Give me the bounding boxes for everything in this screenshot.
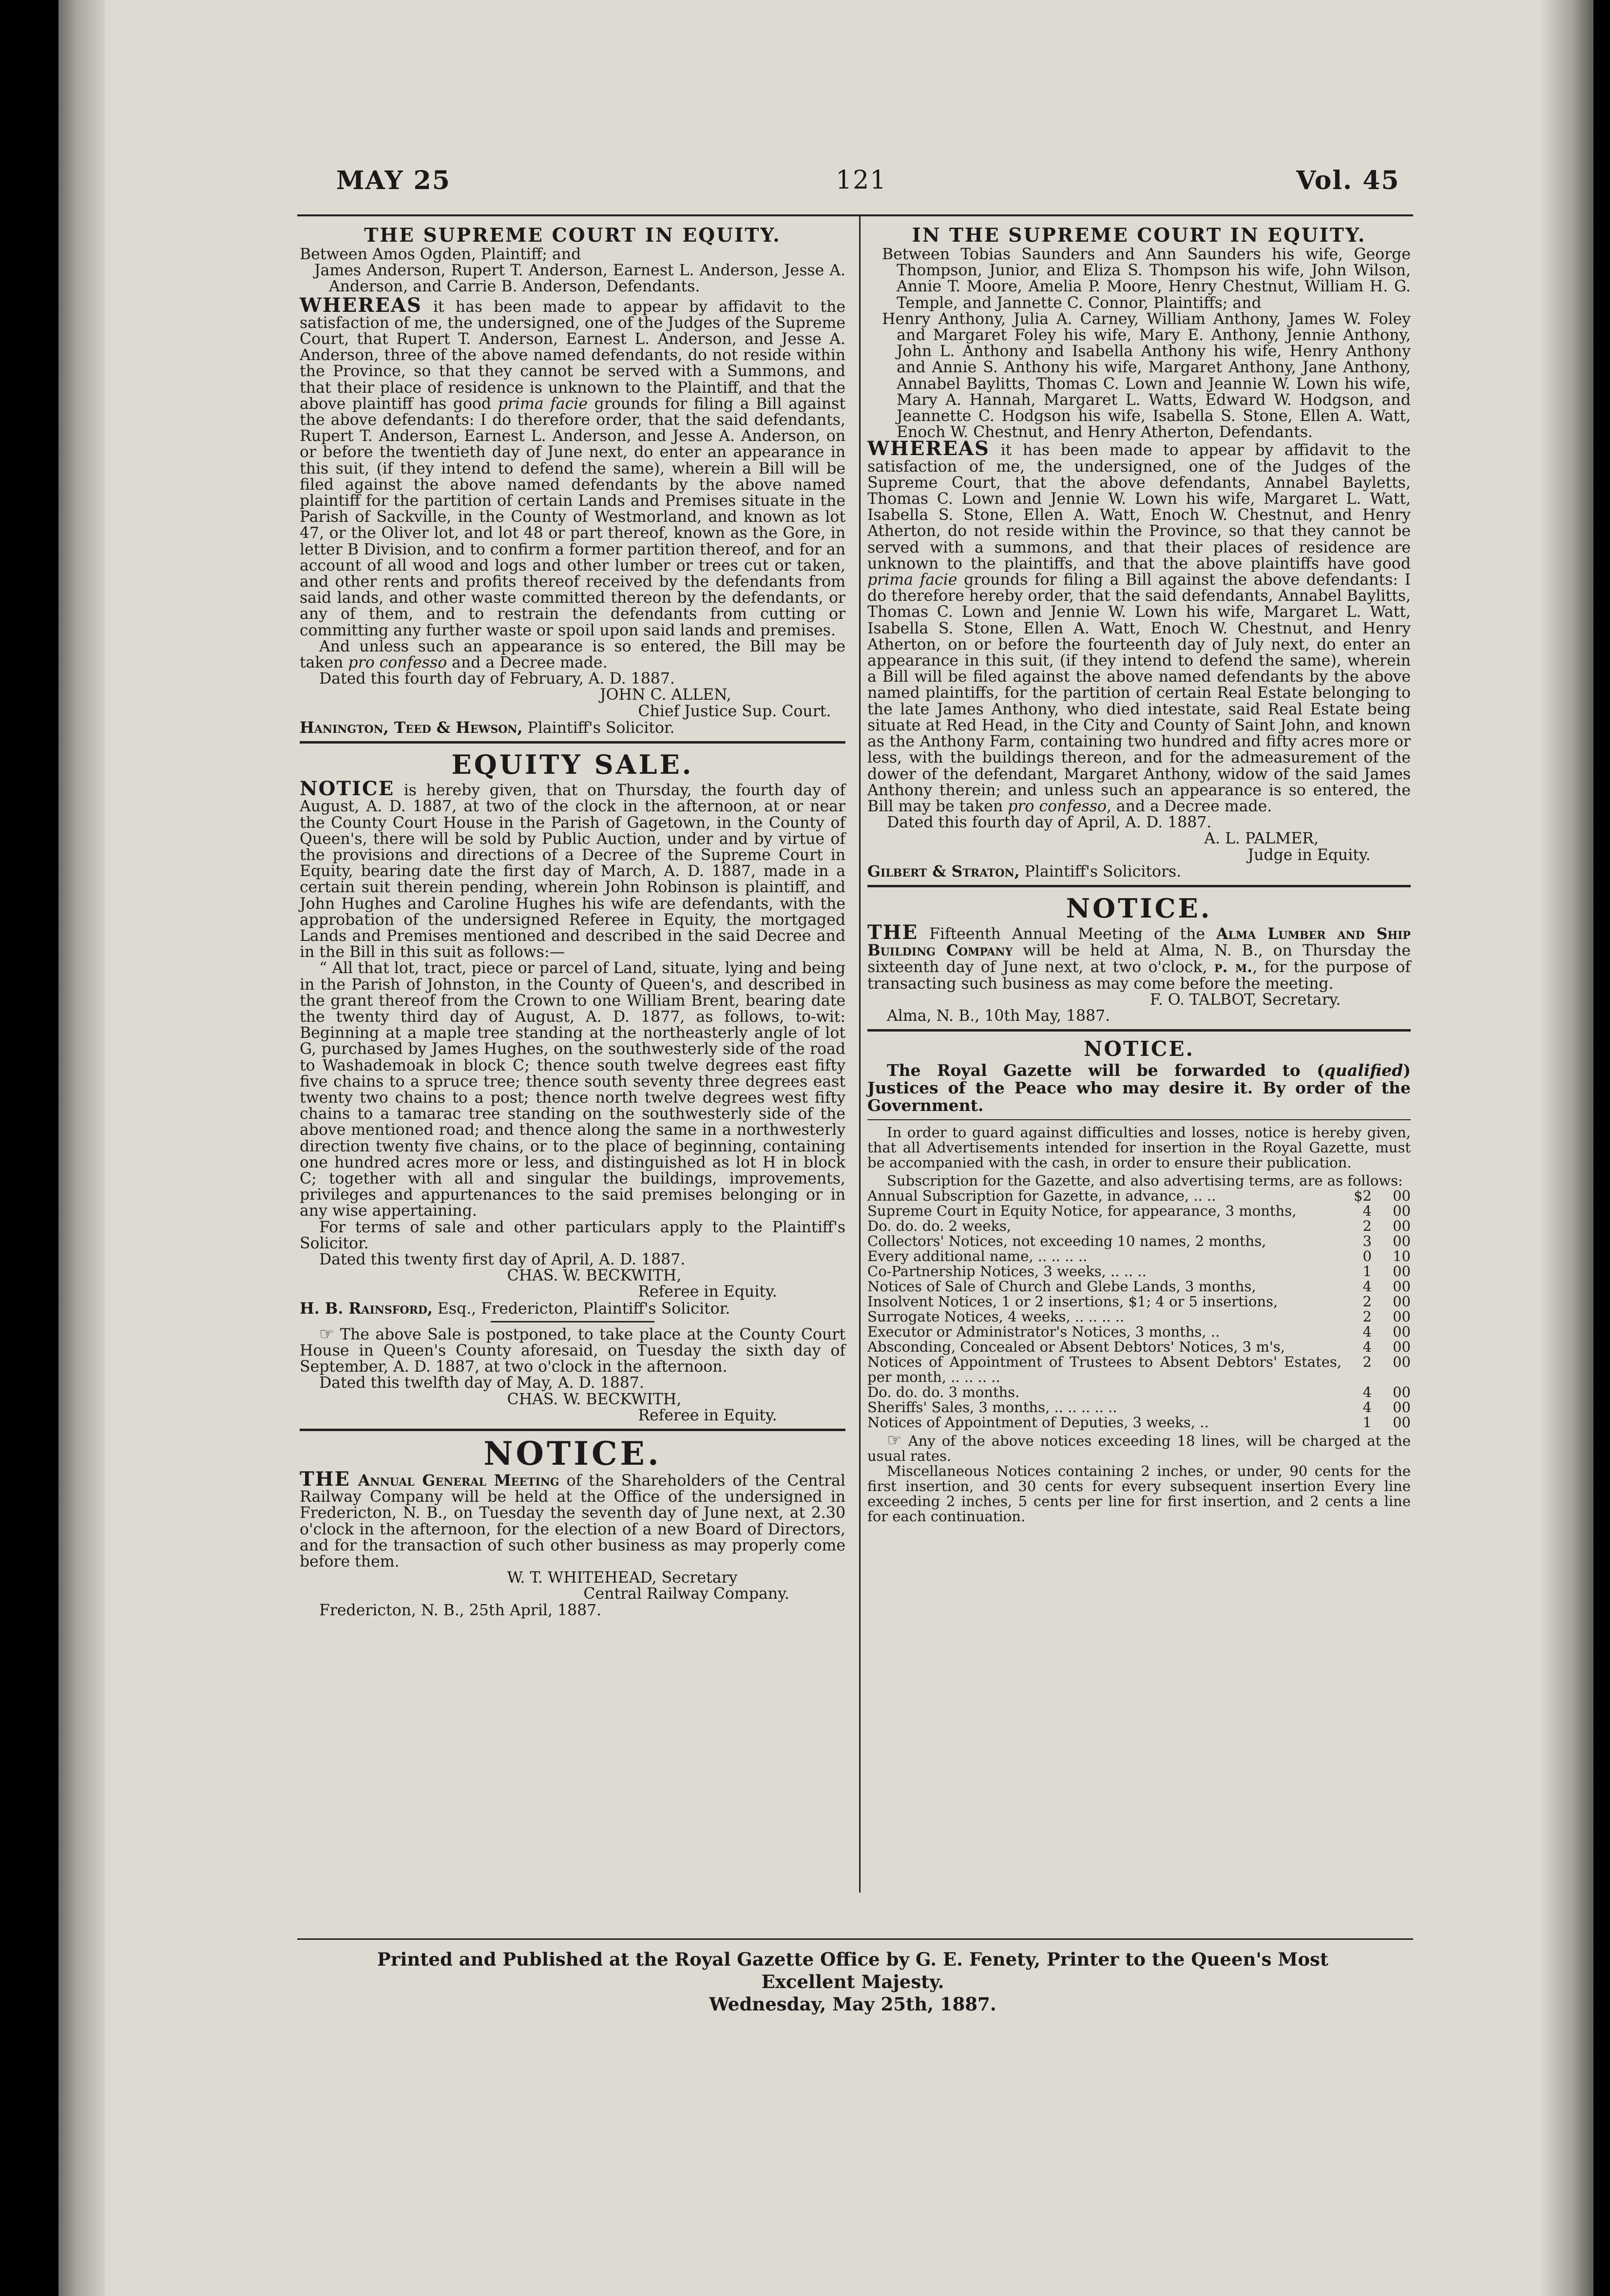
header-page-number: 121 bbox=[836, 166, 887, 195]
notice-saunders-pro-confesso: pro confesso bbox=[1008, 797, 1107, 815]
right-column bbox=[867, 224, 1411, 1524]
rate-dollars: 4 bbox=[1362, 1399, 1372, 1416]
rates-row bbox=[867, 1400, 1411, 1415]
rates-row bbox=[867, 1309, 1411, 1324]
header-rule bbox=[297, 214, 1413, 216]
rate-label: Executor or Administrator's Notices, 3 months, .. bbox=[867, 1323, 1220, 1340]
notice-saunders-whereas: WHEREAS bbox=[867, 437, 990, 460]
notice-saunders-body-3: , and a Decree made. bbox=[1106, 797, 1272, 815]
rates-row bbox=[867, 1264, 1411, 1279]
rate-cents: 00 bbox=[1393, 1218, 1411, 1235]
notice-anderson-dated: Dated this fourth day of February, A. D. 1887. bbox=[319, 670, 675, 688]
rate-cents: 00 bbox=[1393, 1414, 1411, 1431]
rate-label: Every additional name, .. .. .. .. bbox=[867, 1248, 1088, 1265]
notice-alma-lumber-place-date: Alma, N. B., 10th May, 1887. bbox=[887, 1007, 1111, 1025]
rates-row bbox=[867, 1355, 1411, 1385]
notice-saunders bbox=[867, 224, 1411, 880]
notice-gazette-terms-lead-2: ) Justices of the Peace who may desire it. By order of the Government. bbox=[867, 1061, 1411, 1115]
left-short-rule bbox=[491, 1321, 654, 1322]
notice-anderson-body-2: grounds for filing a Bill against the above defendants: I do therefore order, that the said defendants, Rupert T. Anderson, Earnest L. Anderson, and Jesse A. Anderson, on or before the twentieth day of June next, do enter an appearance in this suit, (if they intend to defend the same), wherein a Bill will be filed against the above named defendants by the above named plaintiff for the partition of certain Lands and Premises situate in the Parish of Sackville, in the County of Westmorland, and known as lot 47, or the Oliver lot, and lot 48 or part thereof, known as the Gore, in letter B Division, and to confirm a former partition thereof, and for an account of all wood and logs and other lumber or trees cut or taken, and other rents and profits thereof received by the defendants from said lands, and other waste committed thereon by the defendants, or any of them, and to restrain the defendants from cutting or committing any further waste or spoil upon said lands and premises. bbox=[300, 395, 845, 639]
notice-saunders-title: IN THE SUPREME COURT IN EQUITY. bbox=[912, 224, 1366, 247]
rate-label: Sheriffs' Sales, 3 months, .. .. .. .. .. bbox=[867, 1399, 1117, 1416]
rate-dollars: 3 bbox=[1362, 1233, 1372, 1250]
rates-row bbox=[867, 1415, 1411, 1430]
notice-anderson-solicitor-firm: Hanington, Teed & Hewson, bbox=[300, 718, 523, 737]
pointing-hand-icon: ☞ bbox=[319, 1324, 334, 1344]
notice-saunders-body: it has been made to appear by affidavit to the satisfaction of me, the undersigned, one of the Judges of the Supreme Court, that the above defendants, Annabel Bayletts, Thomas C. Lown and Jennie W. Lown his wife, Margaret L. Watt, Isabella S. Stone, Ellen A. Watt, Enoch W. Chestnut, and Henry Atherton, do not reside within the Province, so that they cannot be served with a summons, and that their places of residence are unknown to the plaintiffs, and that the above plaintiffs have good bbox=[867, 441, 1411, 573]
rate-cents: 00 bbox=[1393, 1278, 1411, 1295]
rate-cents: 00 bbox=[1393, 1323, 1411, 1340]
rate-dollars: 2 bbox=[1362, 1354, 1372, 1371]
notice-equity-sale-postponed: The above Sale is postponed, to take place at the County Court House in Queen's County aforesaid, on Tuesday the sixth day of September, A. D. 1887, at two o'clock in the afternoon. bbox=[300, 1325, 845, 1376]
notice-gazette-terms-lead-1: The Royal Gazette will be forwarded to ( bbox=[887, 1061, 1324, 1080]
notice-central-railway-place-date: Fredericton, N. B., 25th April, 1887. bbox=[319, 1601, 602, 1619]
notice-central-railway-title: NOTICE. bbox=[483, 1435, 662, 1473]
left-separator-1 bbox=[300, 741, 845, 744]
left-column bbox=[300, 224, 845, 1619]
rate-dollars: 2 bbox=[1362, 1308, 1372, 1325]
notice-equity-sale-solicitor-rest: Esq., Fredericton, Plaintiff's Solicitor. bbox=[432, 1300, 730, 1318]
notice-gazette-terms-guard: In order to guard against difficulties and losses, notice is hereby given, that all Advertisements intended for insertion in the Royal Gazette, must be accompanied with the cash, in order to ensure their publication. bbox=[867, 1124, 1411, 1171]
notice-equity-sale-terms: For terms of sale and other particulars apply to the Plaintiff's Solicitor. bbox=[300, 1218, 845, 1252]
notice-central-railway-signature-name: W. T. WHITEHEAD, Secretary bbox=[507, 1569, 738, 1587]
rate-label: Surrogate Notices, 4 weeks, .. .. .. .. bbox=[867, 1308, 1125, 1325]
notice-central-railway-agm: Annual General Meeting bbox=[350, 1472, 559, 1490]
rate-dollars: 4 bbox=[1362, 1384, 1372, 1401]
rate-cents: 00 bbox=[1393, 1233, 1411, 1250]
rate-label: Absconding, Concealed or Absent Debtors' Notices, 3 m's, bbox=[867, 1339, 1285, 1356]
notice-alma-lumber-body-3: , for the purpose of transacting such business as may come before the meeting. bbox=[867, 958, 1411, 993]
pointing-hand-icon: ☞ bbox=[887, 1431, 902, 1451]
rate-cents: 00 bbox=[1393, 1263, 1411, 1280]
notice-equity-sale bbox=[300, 748, 845, 1424]
rate-dollars: 4 bbox=[1362, 1203, 1372, 1220]
notice-equity-sale-description: “ All that lot, tract, piece or parcel of Land, situate, lying and being in the Parish of Johnston, in the County of Queen's, and described in the grant thereof from the Crown to one William Brent, bearing date the twenty third day of August, A. D. 1877, as follows, to-wit: Beginning at a maple tree standing at the northeasterly angle of lot G, purchased by James Hughes, on the southwesterly side of the road to Washademoak in block C; thence south twelve degrees east fifty five chains to a spruce tree; thence south seventy three degrees east twenty two chains to a post; thence north twelve degrees west fifty chains to a tamarac tree standing on the southwesterly side of the above mentioned road; and thence along the same in a northwesterly direction twenty five chains, or to the place of beginning, containing one hundred acres more or less, and distinguished as lot H in block C; together with all and singular the buildings, improvements, privileges and appurtenances to the said premises belonging or in any wise appertaining. bbox=[300, 959, 845, 1220]
notice-alma-lumber-signature: F. O. TALBOT, Secretary. bbox=[1150, 991, 1341, 1009]
rate-dollars: 1 bbox=[1362, 1263, 1372, 1280]
notice-anderson-parties-plaintiff: Between Amos Ogden, Plaintiff; and bbox=[300, 246, 581, 263]
notice-saunders-signature-name: A. L. PALMER, bbox=[1204, 830, 1319, 848]
left-separator-2 bbox=[300, 1429, 845, 1431]
imprint-line-1: Printed and Published at the Royal Gazette Office by G. E. Fenety, Printer to the Queen's Most Excellent Majesty. bbox=[377, 1949, 1328, 1992]
rate-label: Collectors' Notices, not exceeding 10 names, 2 months, bbox=[867, 1233, 1266, 1250]
notice-saunders-dated: Dated this fourth day of April, A. D. 1887. bbox=[887, 814, 1212, 832]
notice-alma-lumber-title: NOTICE. bbox=[1066, 892, 1212, 924]
notice-equity-sale-body: is hereby given, that on Thursday, the fourth day of August, A. D. 1887, at two of the clock in the afternoon, at or near the County Court House in the Parish of Gagetown, in the County of Queen's, there will be sold by Public Auction, under and by virtue of the provisions and directions of a Decree of the Supreme Court in Equity, bearing date the first day of March, A. D. 1887, made in a certain suit therein pending, wherein John Robinson is plaintiff, and John Hughes and Caroline Hughes his wife are defendants, with the approbation of the undersigned Referee in Equity, the mortgaged Lands and Premises mentioned and described in the said Decree and in the Bill in this suit as follows:— bbox=[300, 782, 845, 961]
notice-equity-sale-signature-name: CHAS. W. BECKWITH, bbox=[507, 1267, 682, 1285]
page-binding-shadow bbox=[58, 0, 105, 2296]
rate-dollars: 4 bbox=[1362, 1323, 1372, 1340]
notice-alma-lumber-company: Alma Lumber and Ship Building Company bbox=[867, 924, 1411, 960]
right-separator-2 bbox=[867, 1029, 1411, 1032]
rate-cents: 00 bbox=[1393, 1308, 1411, 1325]
rate-label: Do. do. do. 3 months. bbox=[867, 1384, 1020, 1401]
notice-alma-lumber bbox=[867, 892, 1411, 1024]
rates-row bbox=[867, 1385, 1411, 1400]
rate-dollars: $2 bbox=[1354, 1187, 1372, 1205]
notice-equity-sale-signature-2-title: Referee in Equity. bbox=[638, 1406, 777, 1424]
rate-label: Supreme Court in Equity Notice, for appearance, 3 months, bbox=[867, 1203, 1297, 1220]
notice-equity-sale-lead: NOTICE bbox=[300, 777, 395, 801]
notice-central-railway-signature-title: Central Railway Company. bbox=[583, 1585, 789, 1603]
notice-gazette-terms-qualified: qualified bbox=[1324, 1061, 1403, 1080]
notice-saunders-parties-defendants: Henry Anthony, Julia A. Carney, William Anthony, James W. Foley and Margaret Foley his wife, Mary E. Anthony, Jennie Anthony, John L. Anthony and Isabella Anthony his wife, Henry Anthony and Annie S. Anthony his wife, Margaret Anthony, Jane Anthony, Annabel Baylitts, Thomas C. Lown and Jeannie W. Lown his wife, Mary A. Hannah, Margaret L. Watts, Edward W. Hodgson, and Jeannette C. Hodgson his wife, Isabella S. Stone, Ellen A. Watt, Enoch W. Chestnut, and Henry Atherton, Defendants. bbox=[882, 310, 1411, 441]
notice-saunders-signature-title: Judge in Equity. bbox=[1247, 846, 1371, 864]
rates-row bbox=[867, 1324, 1411, 1339]
notice-equity-sale-dated: Dated this twenty first day of April, A. D. 1887. bbox=[319, 1250, 686, 1268]
rate-label: Notices of Sale of Church and Glebe Lands, 3 months, bbox=[867, 1278, 1256, 1295]
notice-alma-lumber-body-1: Fifteenth Annual Meeting of the bbox=[918, 925, 1216, 943]
notice-saunders-parties-plaintiffs: Between Tobias Saunders and Ann Saunders his wife, George Thompson, Junior, and Eliza S. Thompson his wife, John Wilson, Annie T. Moore, Amelia P. Moore, Henry Chestnut, William H. G. Temple, and Jannette C. Connor, Plaintiffs; and bbox=[882, 246, 1411, 312]
rates-row bbox=[867, 1294, 1411, 1309]
header-volume: Vol. 45 bbox=[1296, 166, 1400, 195]
imprint-line-2: Wednesday, May 25th, 1887. bbox=[709, 1993, 997, 2015]
notice-anderson-signature-name: JOHN C. ALLEN, bbox=[600, 686, 731, 704]
rates-row bbox=[867, 1234, 1411, 1249]
rates-table bbox=[867, 1188, 1411, 1430]
rate-cents: 00 bbox=[1393, 1203, 1411, 1220]
rates-row bbox=[867, 1339, 1411, 1355]
rate-label: Co-Partnership Notices, 3 weeks, .. .. .. bbox=[867, 1263, 1147, 1280]
notice-anderson-title: THE SUPREME COURT IN EQUITY. bbox=[364, 224, 781, 247]
notice-anderson-parties-defendants: James Anderson, Rupert T. Anderson, Earnest L. Anderson, Jesse A. Anderson, and Carrie B. Anderson, Defendants. bbox=[314, 262, 845, 296]
rates-row bbox=[867, 1204, 1411, 1219]
notice-gazette-terms-title: NOTICE. bbox=[1084, 1037, 1194, 1061]
notice-central-railway bbox=[300, 1436, 845, 1619]
notice-anderson-unless-2: and a Decree made. bbox=[447, 654, 608, 672]
rate-cents: 00 bbox=[1393, 1187, 1411, 1205]
rate-dollars: 1 bbox=[1362, 1414, 1372, 1431]
rate-dollars: 4 bbox=[1362, 1278, 1372, 1295]
rate-cents: 00 bbox=[1393, 1339, 1411, 1356]
page-edge-shadow bbox=[1540, 0, 1593, 2296]
notice-saunders-prima-facie: prima facie bbox=[867, 571, 958, 589]
notice-gazette-terms-exceeding: Any of the above notices exceeding 18 lines, will be charged at the usual rates. bbox=[867, 1433, 1411, 1465]
notice-anderson bbox=[300, 224, 845, 736]
notice-central-railway-lead: THE bbox=[300, 1468, 351, 1491]
notice-anderson-pro-confesso: pro confesso bbox=[348, 654, 447, 672]
right-separator-1 bbox=[867, 885, 1411, 887]
rate-dollars: 2 bbox=[1362, 1293, 1372, 1310]
rate-label: Notices of Appointment of Deputies, 3 weeks, .. bbox=[867, 1414, 1209, 1431]
rate-label: Insolvent Notices, 1 or 2 insertions, $1; 4 or 5 insertions, bbox=[867, 1293, 1278, 1310]
notice-equity-sale-title: EQUITY SALE. bbox=[451, 749, 694, 781]
notice-gazette-terms bbox=[867, 1036, 1411, 1524]
notice-alma-lumber-pm: p. m. bbox=[1214, 958, 1253, 976]
notice-saunders-body-2: grounds for filing a Bill against the above defendants: I do therefore hereby order, that the said defendants, Annabel Baylitts, Thomas C. Lown and Jennie W. Lown his wife, Margaret L. Watt, Isabella S. Stone, Ellen A. Watt, Enoch W. Chestnut, and Henry Atherton, on or before the fourteenth day of July next, do enter an appearance in this suit, (if they intend to defend the same), wherein a Bill will be filed against the above named defendants by the above named plaintiffs, for the partition of certain Real Estate belonging to the late James Anthony, who died intestate, said Real Estate being situate at Red Head, in the City and County of Saint John, and known as the Anthony Farm, containing two hundred and fifty acres more or less, with the buildings thereon, and for the admeasurement of the dower of the defendant, Margaret Anthony, widow of the said James Anthony therein; and unless such an appearance is so entered, the Bill may be taken bbox=[867, 571, 1411, 815]
rate-label: Notices of Appointment of Trustees to Absent Debtors' Estates, per month, .. .. .. .. bbox=[867, 1354, 1342, 1386]
rates-row bbox=[867, 1249, 1411, 1264]
notice-anderson-unless: And unless such an appearance is so entered, the Bill may be taken bbox=[300, 637, 845, 672]
rate-dollars: 0 bbox=[1362, 1248, 1372, 1265]
notice-anderson-prima-facie: prima facie bbox=[498, 395, 588, 413]
notice-equity-sale-solicitor-name: H. B. Rainsford, bbox=[300, 1299, 433, 1318]
rate-dollars: 4 bbox=[1362, 1339, 1372, 1356]
notice-saunders-solicitor-role: Plaintiff's Solicitors. bbox=[1019, 862, 1182, 880]
header-date: MAY 25 bbox=[336, 166, 451, 195]
rate-cents: 00 bbox=[1393, 1354, 1411, 1371]
rate-label: Annual Subscription for Gazette, in advance, .. .. bbox=[867, 1187, 1216, 1205]
notice-anderson-signature-title: Chief Justice Sup. Court. bbox=[638, 702, 831, 720]
rates-row bbox=[867, 1188, 1411, 1204]
footer-rule bbox=[297, 1938, 1413, 1940]
rates-row bbox=[867, 1219, 1411, 1234]
notice-equity-sale-signature-2-name: CHAS. W. BECKWITH, bbox=[507, 1390, 682, 1408]
notice-anderson-body: it has been made to appear by affidavit to the satisfaction of me, the undersigned, one of the Judges of the Supreme Court, that Rupert T. Anderson, Earnest L. Anderson, and Jesse A. Anderson, three of the above named defendants, do not reside within the Province, so that they cannot be served with a Summons, and that their place of residence is unknown to the Plaintiff, and that the above plaintiff has good bbox=[300, 298, 845, 413]
notice-saunders-solicitor-firm: Gilbert & Straton, bbox=[867, 862, 1020, 880]
notice-anderson-whereas: WHEREAS bbox=[300, 293, 422, 317]
rate-cents: 00 bbox=[1393, 1399, 1411, 1416]
rates-row bbox=[867, 1279, 1411, 1294]
column-rule bbox=[859, 216, 861, 1893]
right-thin-rule bbox=[867, 1119, 1411, 1120]
notice-equity-sale-dated-2: Dated this twelfth day of May, A. D. 1887. bbox=[319, 1374, 644, 1392]
notice-equity-sale-signature-title: Referee in Equity. bbox=[638, 1283, 777, 1301]
rate-cents: 00 bbox=[1393, 1384, 1411, 1401]
rate-label: Do. do. do. 2 weeks, bbox=[867, 1218, 1012, 1235]
rate-cents: 00 bbox=[1393, 1293, 1411, 1310]
rate-cents: 10 bbox=[1393, 1248, 1411, 1265]
rate-dollars: 2 bbox=[1362, 1218, 1372, 1235]
imprint bbox=[341, 1948, 1364, 2015]
notice-gazette-terms-misc: Miscellaneous Notices containing 2 inches, or under, 90 cents for the first insertion, and 30 cents for every subsequent insertion Every line exceeding 2 inches, 5 cents per line for first insertion, and 2 cents a line for each continuation. bbox=[867, 1463, 1411, 1525]
notice-gazette-terms-subscription: Subscription for the Gazette, and also advertising terms, are as follows: bbox=[887, 1172, 1403, 1189]
notice-central-railway-body: of the Shareholders of the Central Railway Company will be held at the Office of the undersigned in Fredericton, N. B., on Tuesday the seventh day of June next, at 2.30 o'clock in the afternoon, for the election of a new Board of Directors, and for the transaction of such other business as may properly come before them. bbox=[300, 1472, 845, 1571]
notice-anderson-solicitor-role: Plaintiff's Solicitor. bbox=[522, 719, 675, 737]
notice-alma-lumber-body-2: will be held at Alma, N. B., on Thursday the sixteenth day of June next, at two o'clock, bbox=[867, 942, 1411, 976]
notice-alma-lumber-lead: THE bbox=[867, 920, 919, 944]
